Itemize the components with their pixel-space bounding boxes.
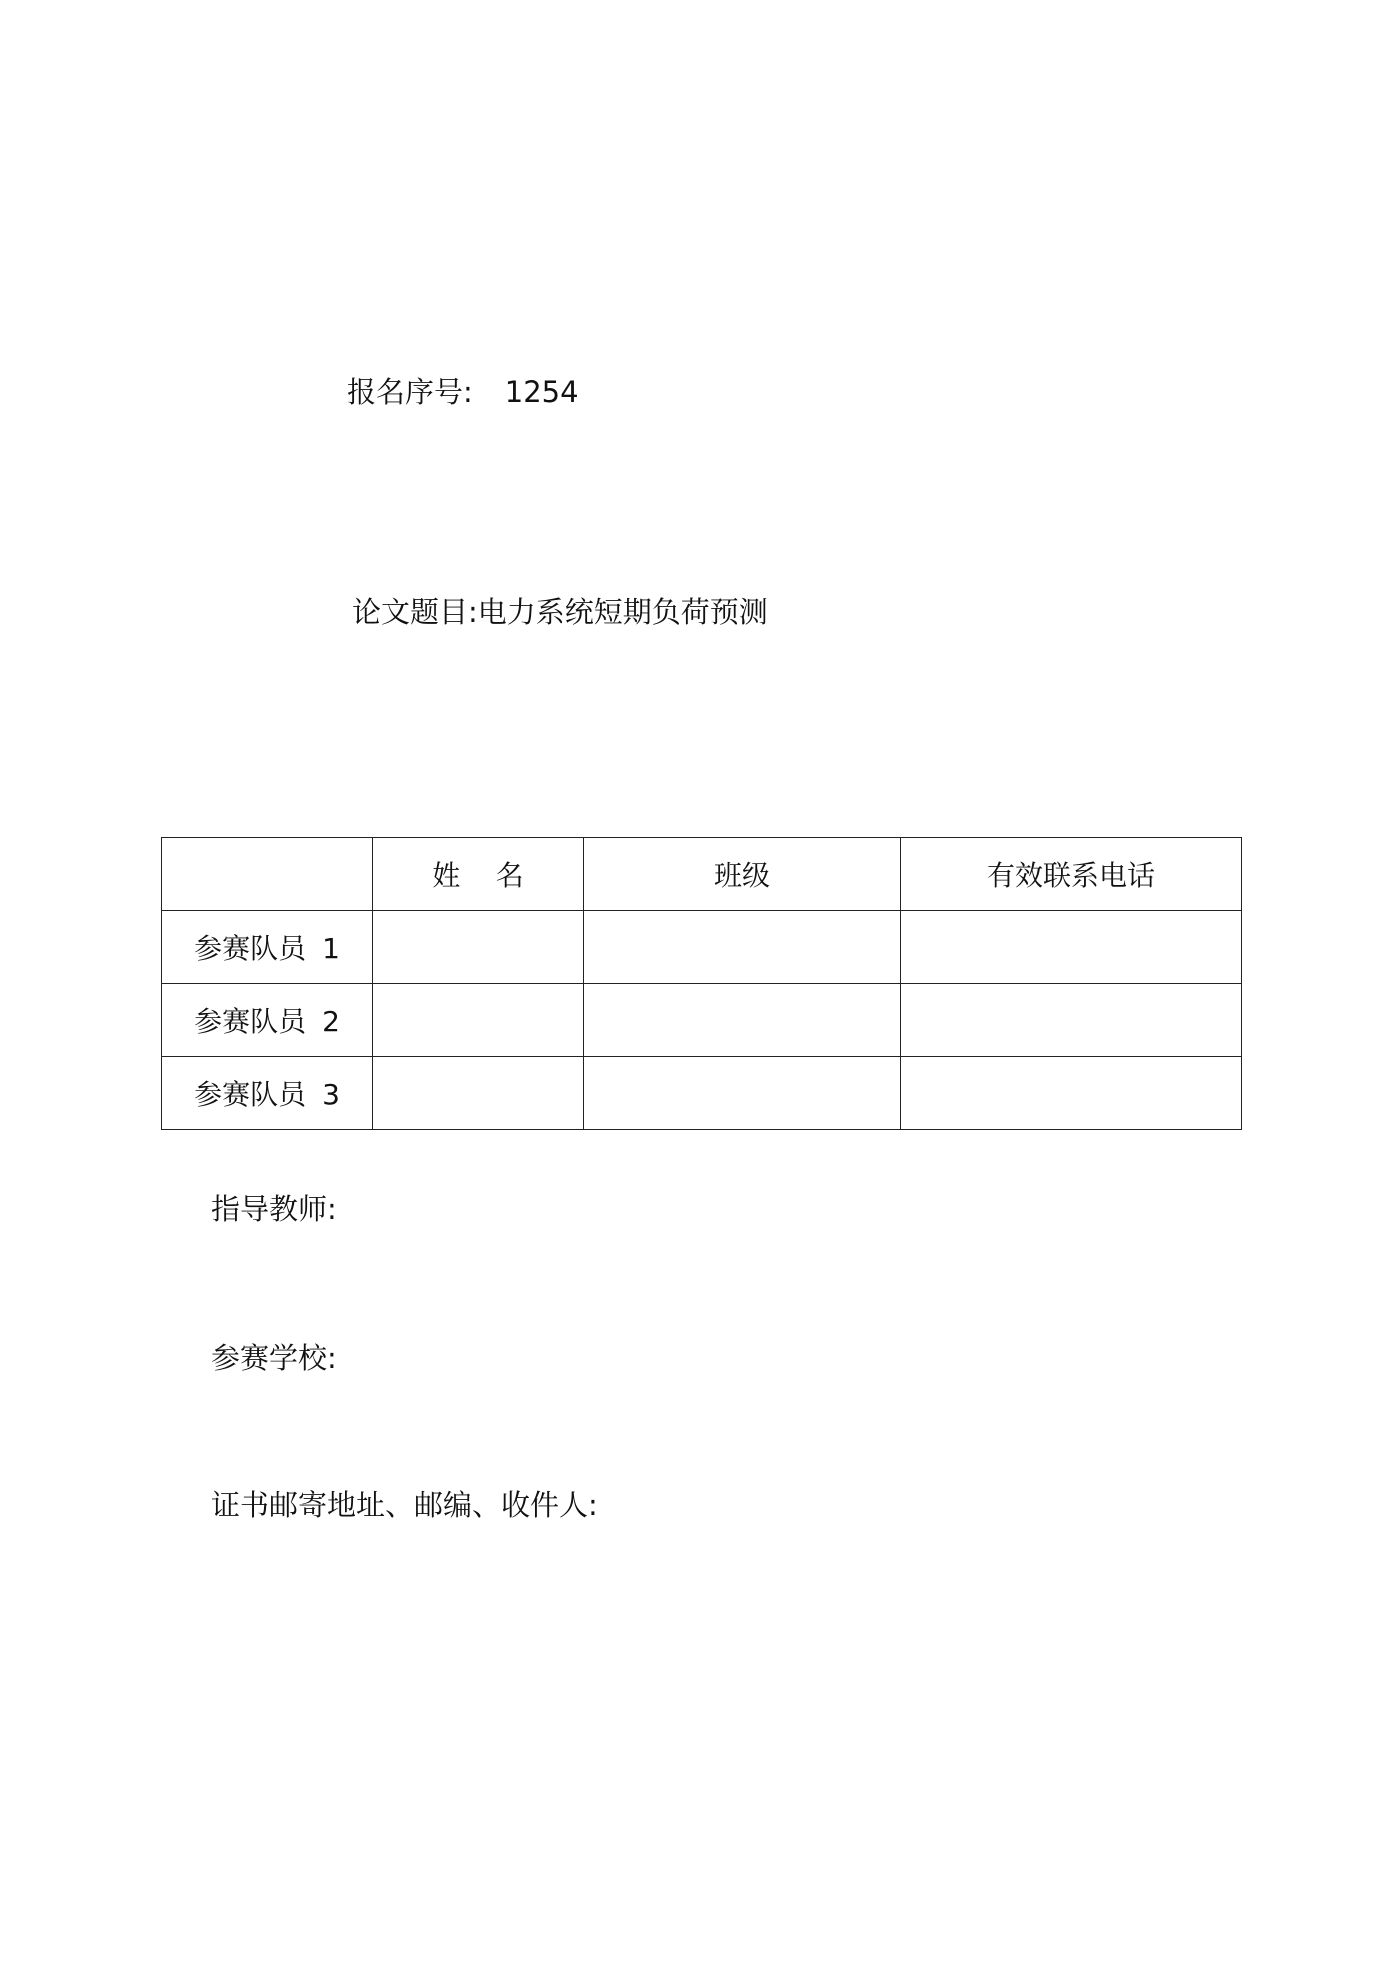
paper-title-line	[352, 595, 768, 629]
table-row	[162, 911, 1242, 984]
header-class: 班级	[584, 838, 901, 911]
member-class-cell[interactable]	[584, 911, 901, 984]
header-name-text: 姓 名	[432, 859, 524, 892]
member-phone-cell[interactable]	[901, 1057, 1242, 1130]
member-name-cell[interactable]	[373, 911, 584, 984]
member-number: 1	[322, 932, 340, 965]
registration-line	[347, 375, 579, 409]
member-name-cell[interactable]	[373, 1057, 584, 1130]
member-phone-cell[interactable]	[901, 911, 1242, 984]
advisor-label: 指导教师:	[211, 1192, 337, 1226]
member-phone-cell[interactable]	[901, 984, 1242, 1057]
member-label-cell	[162, 911, 373, 984]
registration-number: 1254	[504, 375, 579, 409]
member-label: 参赛队员	[194, 1005, 307, 1038]
member-class-cell[interactable]	[584, 984, 901, 1057]
member-number: 2	[322, 1005, 340, 1038]
table-header-row	[162, 838, 1242, 911]
member-label-cell	[162, 984, 373, 1057]
member-class-cell[interactable]	[584, 1057, 901, 1130]
member-label-cell	[162, 1057, 373, 1130]
header-name	[373, 838, 584, 911]
table-row	[162, 1057, 1242, 1130]
member-label: 参赛队员	[194, 1078, 307, 1111]
header-empty-cell	[162, 838, 373, 911]
paper-title-label: 论文题目:	[352, 595, 478, 629]
table-row	[162, 984, 1242, 1057]
member-number: 3	[322, 1078, 340, 1111]
mailing-address-label: 证书邮寄地址、邮编、收件人:	[211, 1488, 598, 1522]
registration-label: 报名序号:	[347, 375, 473, 409]
school-label: 参赛学校:	[211, 1341, 337, 1375]
team-member-table	[161, 837, 1242, 1130]
member-label: 参赛队员	[194, 932, 307, 965]
header-phone: 有效联系电话	[901, 838, 1242, 911]
paper-title: 电力系统短期负荷预测	[477, 595, 768, 629]
member-name-cell[interactable]	[373, 984, 584, 1057]
